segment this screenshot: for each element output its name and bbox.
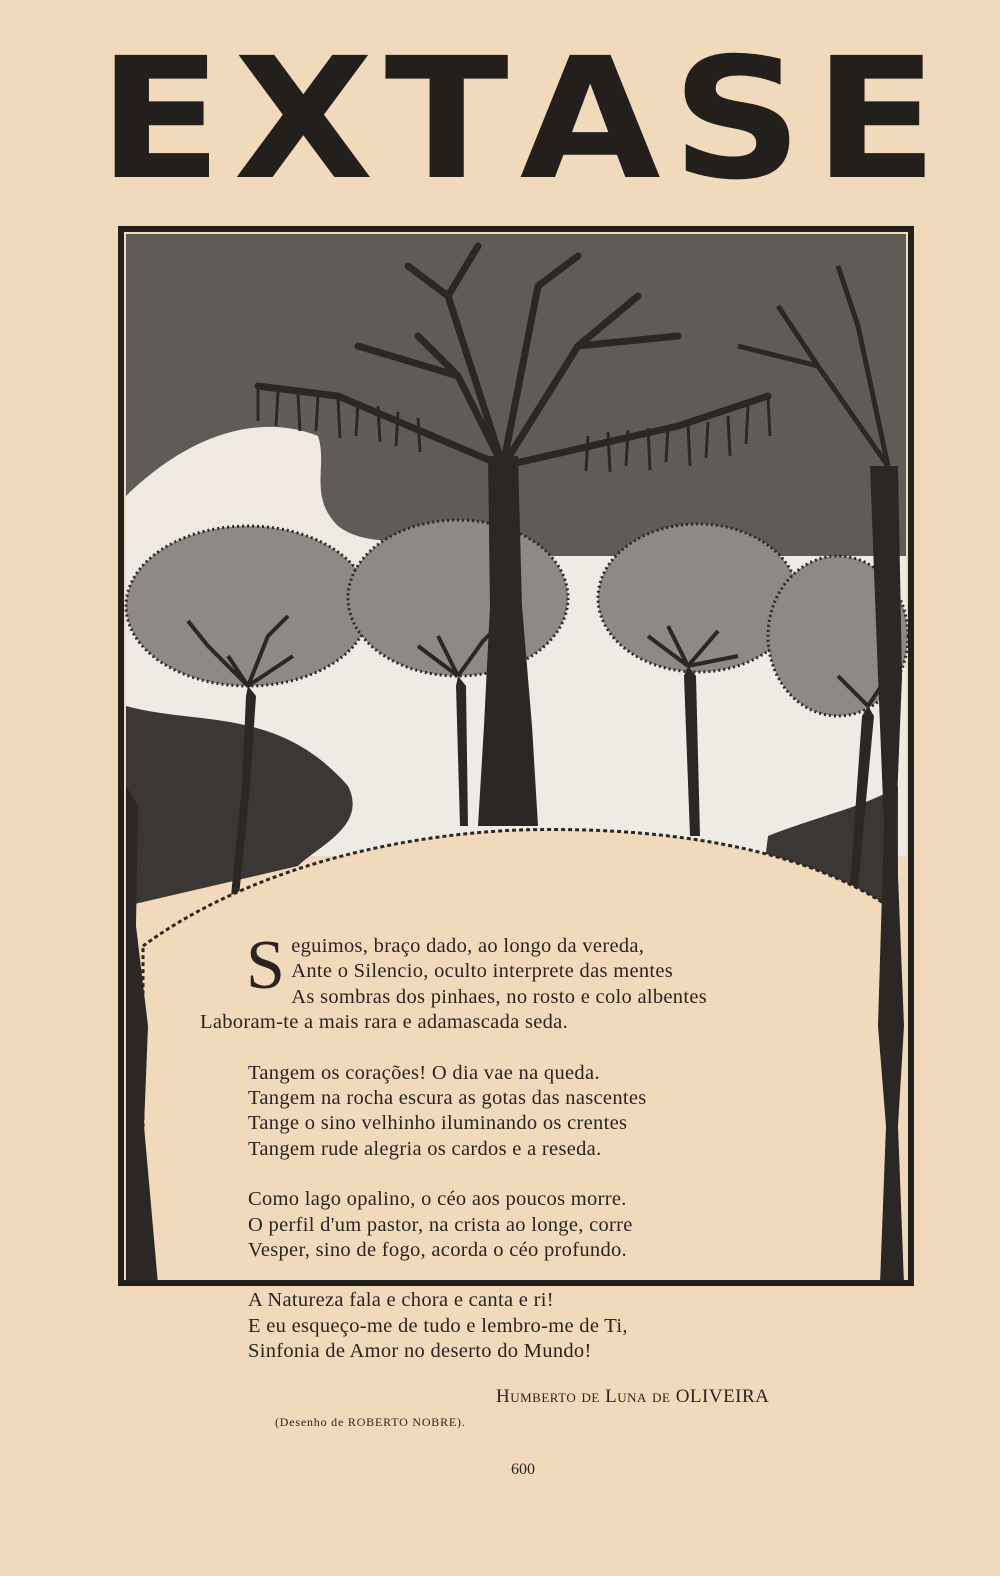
poem-line: Vesper, sino de fogo, acorda o céo profundo.	[248, 1239, 627, 1262]
drop-cap: S	[246, 927, 286, 1004]
tree-canopy	[126, 526, 370, 686]
author-last-name: OLIVEIRA	[675, 1386, 770, 1407]
poem-line: Tangem os corações! O dia vae na queda.	[248, 1061, 600, 1084]
poem-line: E eu esqueço-me de tudo e lembro-me de Ti,	[248, 1314, 628, 1337]
poem-line: As sombras dos pinhaes, no rosto e colo albentes	[291, 985, 708, 1008]
poem-line: eguimos, braço dado, ao longo da vereda,	[291, 935, 645, 957]
poem-line: O perfil d'um pastor, na crista ao longe, corre	[248, 1213, 633, 1236]
stanza	[248, 1187, 808, 1263]
author-first-name: Humberto de Luna de	[496, 1386, 671, 1407]
title-letter: E	[98, 21, 223, 217]
poem-line: Tange o sino velhinho iluminando os crentes	[248, 1112, 628, 1135]
poem-line: Ante o Silencio, oculto interprete das mentes	[291, 960, 674, 983]
tree-canopy	[348, 520, 568, 676]
title-letter: A	[519, 21, 661, 217]
stanza	[248, 1288, 808, 1364]
stanza	[200, 927, 808, 1036]
poem-line: A Natureza fala e chora e canta e ri!	[248, 1289, 554, 1312]
illustration-credit: (Desenho de ROBERTO NOBRE).	[275, 1415, 466, 1429]
title-letter: S	[671, 21, 803, 217]
poem-line: Sinfonia de Amor no deserto do Mundo!	[248, 1340, 592, 1363]
poem-text	[200, 927, 808, 1390]
title-letter: T	[384, 21, 509, 217]
poem-line: Laboram-te a mais rara e adamascada seda.	[200, 1011, 568, 1034]
author-signature	[496, 1386, 769, 1408]
page-number: 600	[511, 1461, 535, 1478]
title-letter: X	[233, 21, 374, 217]
stanza	[248, 1061, 808, 1163]
poem-title	[98, 21, 938, 217]
poem-line: Tangem na rocha escura as gotas das nascentes	[248, 1087, 647, 1110]
title-letter: E	[813, 21, 938, 217]
poem-line: Como lago opalino, o céo aos poucos morre.	[248, 1188, 627, 1211]
poem-line: Tangem rude alegria os cardos e a reseda.	[248, 1137, 602, 1160]
